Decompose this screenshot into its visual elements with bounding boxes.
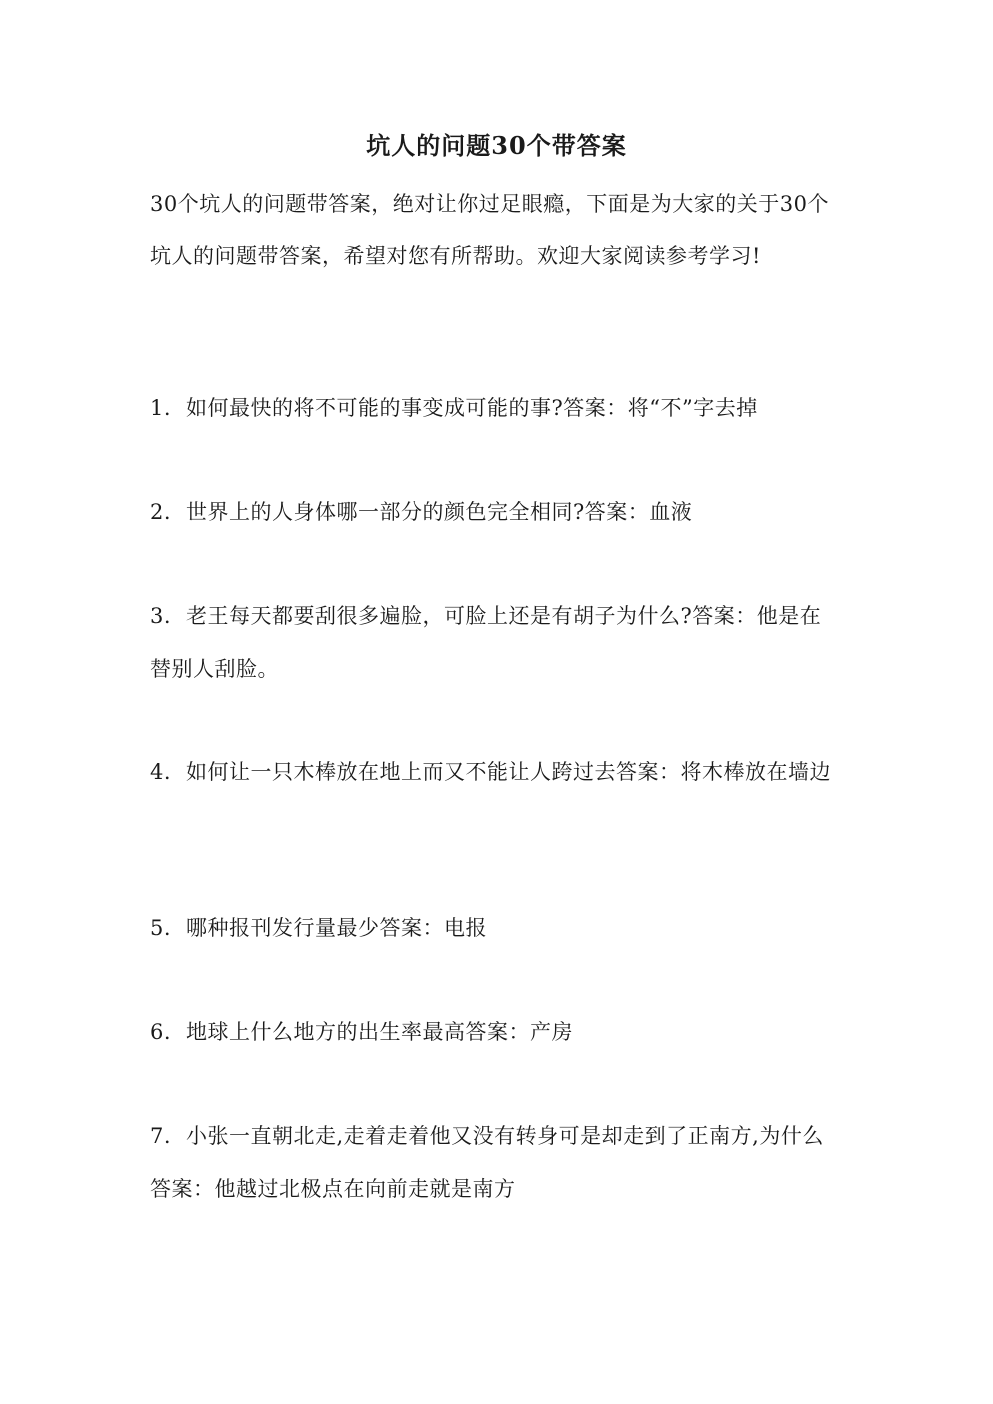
- item-number: 3.: [150, 604, 172, 628]
- item-text: 哪种报刊发行量最少答案：电报: [186, 916, 487, 940]
- list-item: [150, 486, 840, 539]
- item-text: 地球上什么地方的出生率最高答案：产房: [186, 1020, 573, 1044]
- item-text: 世界上的人身体哪一部分的颜色完全相同?答案：血液: [186, 500, 693, 524]
- item-number: 4.: [150, 760, 172, 784]
- item-number: 7.: [150, 1124, 172, 1148]
- item-number: 2.: [150, 500, 172, 524]
- list-item: [150, 902, 840, 955]
- item-text: 小张一直朝北走,走着走着他又没有转身可是却走到了正南方,为什么答案：他越过北极点在向前走就是南方: [150, 1124, 824, 1201]
- item-text: 如何最快的将不可能的事变成可能的事?答案：将“不”字去掉: [186, 396, 758, 420]
- list-item: [150, 590, 840, 696]
- list-item: [150, 1006, 840, 1059]
- list-item: [150, 382, 840, 435]
- item-text: 老王每天都要刮很多遍脸，可脸上还是有胡子为什么?答案：他是在替别人刮脸。: [150, 604, 822, 681]
- item-text: 如何让一只木棒放在地上而又不能让人跨过去答案：将木棒放在墙边: [186, 760, 831, 784]
- list-item: [150, 746, 840, 799]
- item-number: 1.: [150, 396, 172, 420]
- item-number: 6.: [150, 1020, 172, 1044]
- document-title: 坑人的问题30个带答案: [366, 131, 627, 160]
- list-item: [150, 1110, 840, 1216]
- item-number: 5.: [150, 916, 172, 940]
- intro-paragraph: 30个坑人的问题带答案，绝对让你过足眼瘾，下面是为大家的关于30个坑人的问题带答案，希望对您有所帮助。欢迎大家阅读参考学习!: [150, 192, 829, 268]
